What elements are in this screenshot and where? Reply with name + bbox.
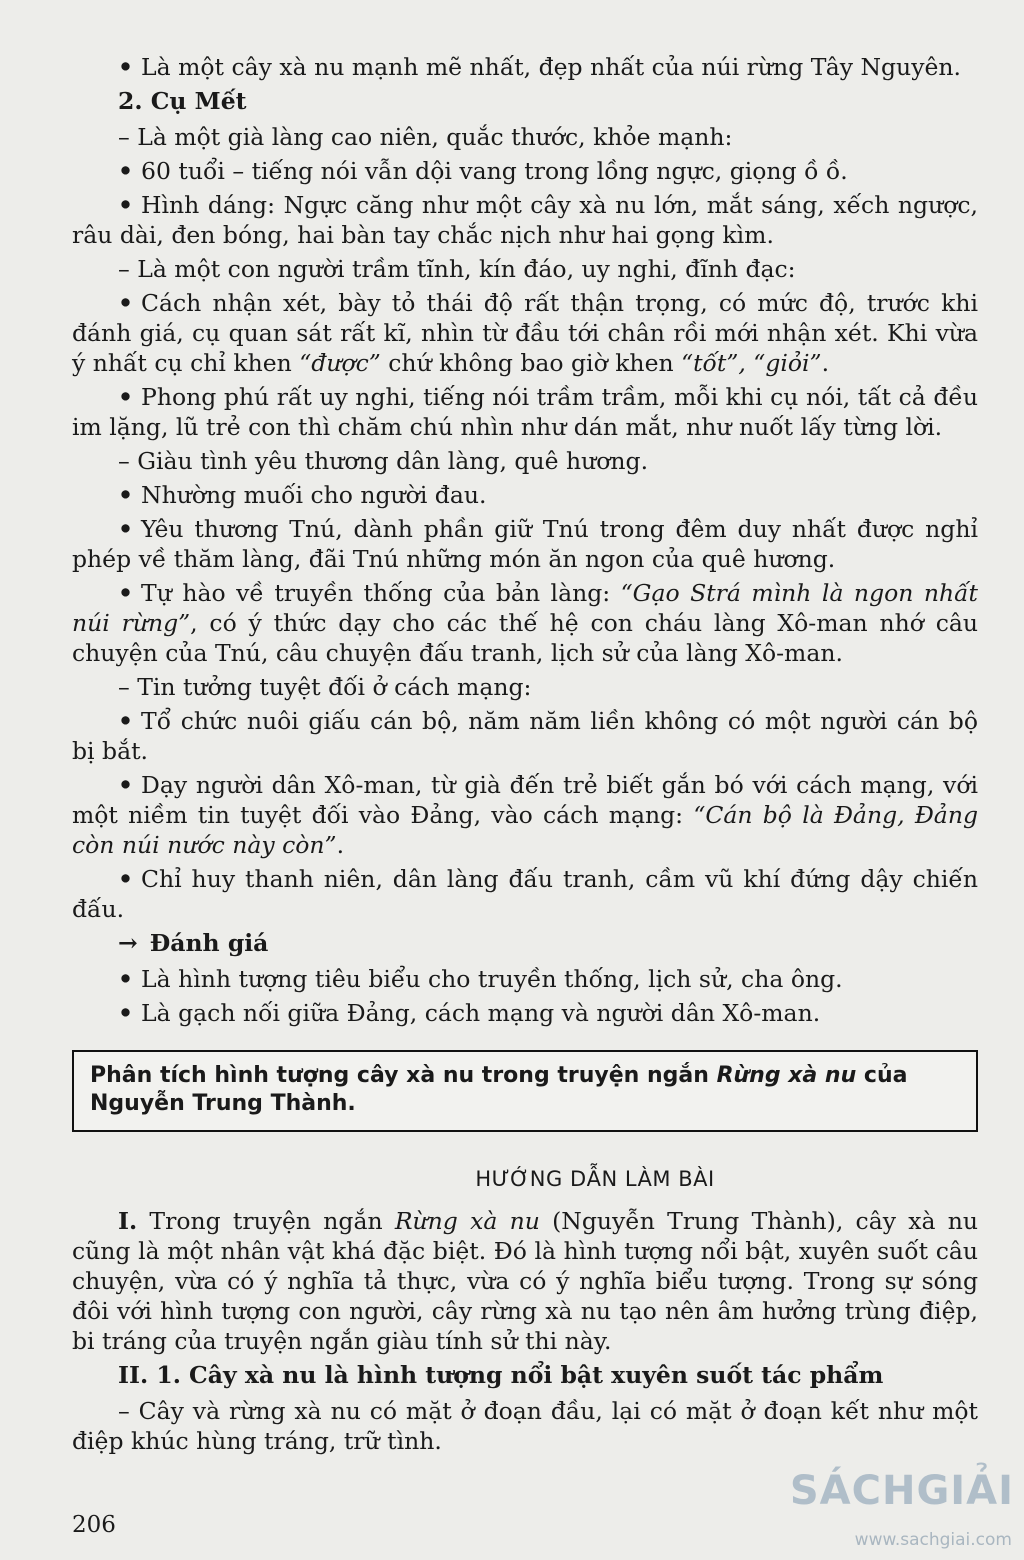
bullet-icon: • — [118, 383, 134, 411]
bullet-icon: • — [118, 481, 134, 509]
bullet-icon: • — [118, 999, 134, 1027]
watermark-logo: SÁCHGIẢI — [789, 1468, 1014, 1514]
bullet-line: • Tổ chức nuôi giấu cán bộ, năm năm liền không có một người cán bộ bị bắt. — [72, 707, 978, 765]
watermark-url: www.sachgiai.com — [854, 1530, 1012, 1550]
bullet-line: • Tự hào về truyền thống của bản làng: “Gạo Strá mình là ngon nhất núi rừng”, có ý thức dạy cho các thế hệ con cháu làng Xô-man nhớ câu chuyện của Tnú, câu chuyện đấu tranh, lịch sử của làng Xô-man. — [72, 579, 978, 667]
bullet-line: • Là một cây xà nu mạnh mẽ nhất, đẹp nhất của núi rừng Tây Nguyên. — [118, 53, 961, 81]
bullet-line: • 60 tuổi – tiếng nói vẫn dội vang trong lồng ngực, giọng ồ ồ. — [118, 157, 848, 185]
bullet-line: • Là gạch nối giữa Đảng, cách mạng và người dân Xô-man. — [118, 999, 821, 1027]
bullet-icon: • — [118, 191, 134, 219]
page-content — [72, 52, 978, 1460]
page-number: 206 — [72, 1512, 116, 1538]
arrow-right-icon: → — [118, 929, 138, 957]
dash-line: – Tin tưởng tuyệt đối ở cách mạng: — [118, 673, 532, 701]
bullet-line: • Phong phú rất uy nghi, tiếng nói trầm trầm, mỗi khi cụ nói, tất cả đều im lặng, lũ trẻ con thì chăm chú nhìn như dán mắt, như nuốt lấy từng lời. — [72, 383, 978, 441]
bullet-icon: • — [118, 771, 134, 799]
paragraph: – Cây và rừng xà nu có mặt ở đoạn đầu, lại có mặt ở đoạn kết như một điệp khúc hùng tráng, trữ tình. — [72, 1397, 978, 1455]
bullet-icon: • — [118, 965, 134, 993]
dash-line: – Là một già làng cao niên, quắc thước, khỏe mạnh: — [118, 123, 733, 151]
bullet-icon: • — [118, 865, 134, 893]
paragraph: I. Trong truyện ngắn Rừng xà nu (Nguyễn Trung Thành), cây xà nu cũng là một nhân vật khá đặc biệt. Đó là hình tượng nổi bật, xuyên suốt câu chuyện, vừa có ý nghĩa tả thực, vừa có ý nghĩa biểu tượng. Trong sự sóng đôi với hình tượng con người, cây rừng xà nu tạo nên âm hưởng trùng điệp, bi tráng của truyện ngắn giàu tính sử thi này. — [72, 1207, 979, 1355]
evaluation-heading: → Đánh giá — [118, 929, 269, 957]
dash-line: – Giàu tình yêu thương dân làng, quê hương. — [118, 447, 649, 475]
bullet-line: • Chỉ huy thanh niên, dân làng đấu tranh, cầm vũ khí đứng dậy chiến đấu. — [72, 865, 978, 923]
bullet-icon: • — [118, 53, 134, 81]
bullet-icon: • — [118, 515, 134, 543]
bullet-line: • Cách nhận xét, bày tỏ thái độ rất thận trọng, có mức độ, trước khi đánh giá, cụ quan sát rất kĩ, nhìn từ đầu tới chân rồi mới nhận xét. Khi vừa ý nhất cụ chỉ khen “được” chứ không bao giờ khen “tốt”, “giỏi”. — [72, 289, 978, 377]
dash-line: – Là một con người trầm tĩnh, kín đáo, uy nghi, đĩnh đạc: — [118, 255, 796, 283]
bullet-icon: • — [118, 157, 134, 185]
bullet-line: • Dạy người dân Xô-man, từ già đến trẻ biết gắn bó với cách mạng, với một niềm tin tuyệt đối vào Đảng, vào cách mạng: “Cán bộ là Đảng, Đảng còn núi nước này còn”. — [72, 771, 978, 859]
bullet-icon: • — [118, 579, 134, 607]
bullet-icon: • — [118, 289, 134, 317]
bullet-icon: • — [118, 707, 134, 735]
subsection-heading: II. 1. Cây xà nu là hình tượng nổi bật xuyên suốt tác phẩm — [118, 1361, 884, 1389]
bullet-line: • Yêu thương Tnú, dành phần giữ Tnú trong đêm duy nhất được nghỉ phép về thăm làng, đãi Tnú những món ăn ngon của quê hương. — [72, 515, 978, 573]
section-heading: 2. Cụ Mết — [118, 87, 247, 115]
bullet-line: • Là hình tượng tiêu biểu cho truyền thống, lịch sử, cha ông. — [118, 965, 843, 993]
exercise-prompt-box: Phân tích hình tượng cây xà nu trong truyện ngắn Rừng xà nu của Nguyễn Trung Thành. — [72, 1050, 978, 1132]
guide-title: HƯỚNG DẪN LÀM BÀI — [475, 1167, 715, 1191]
bullet-line: • Nhường muối cho người đau. — [118, 481, 487, 509]
bullet-line: • Hình dáng: Ngực căng như một cây xà nu lớn, mắt sáng, xếch ngược, râu dài, đen bóng, hai bàn tay chắc nịch như hai gọng kìm. — [72, 191, 978, 249]
